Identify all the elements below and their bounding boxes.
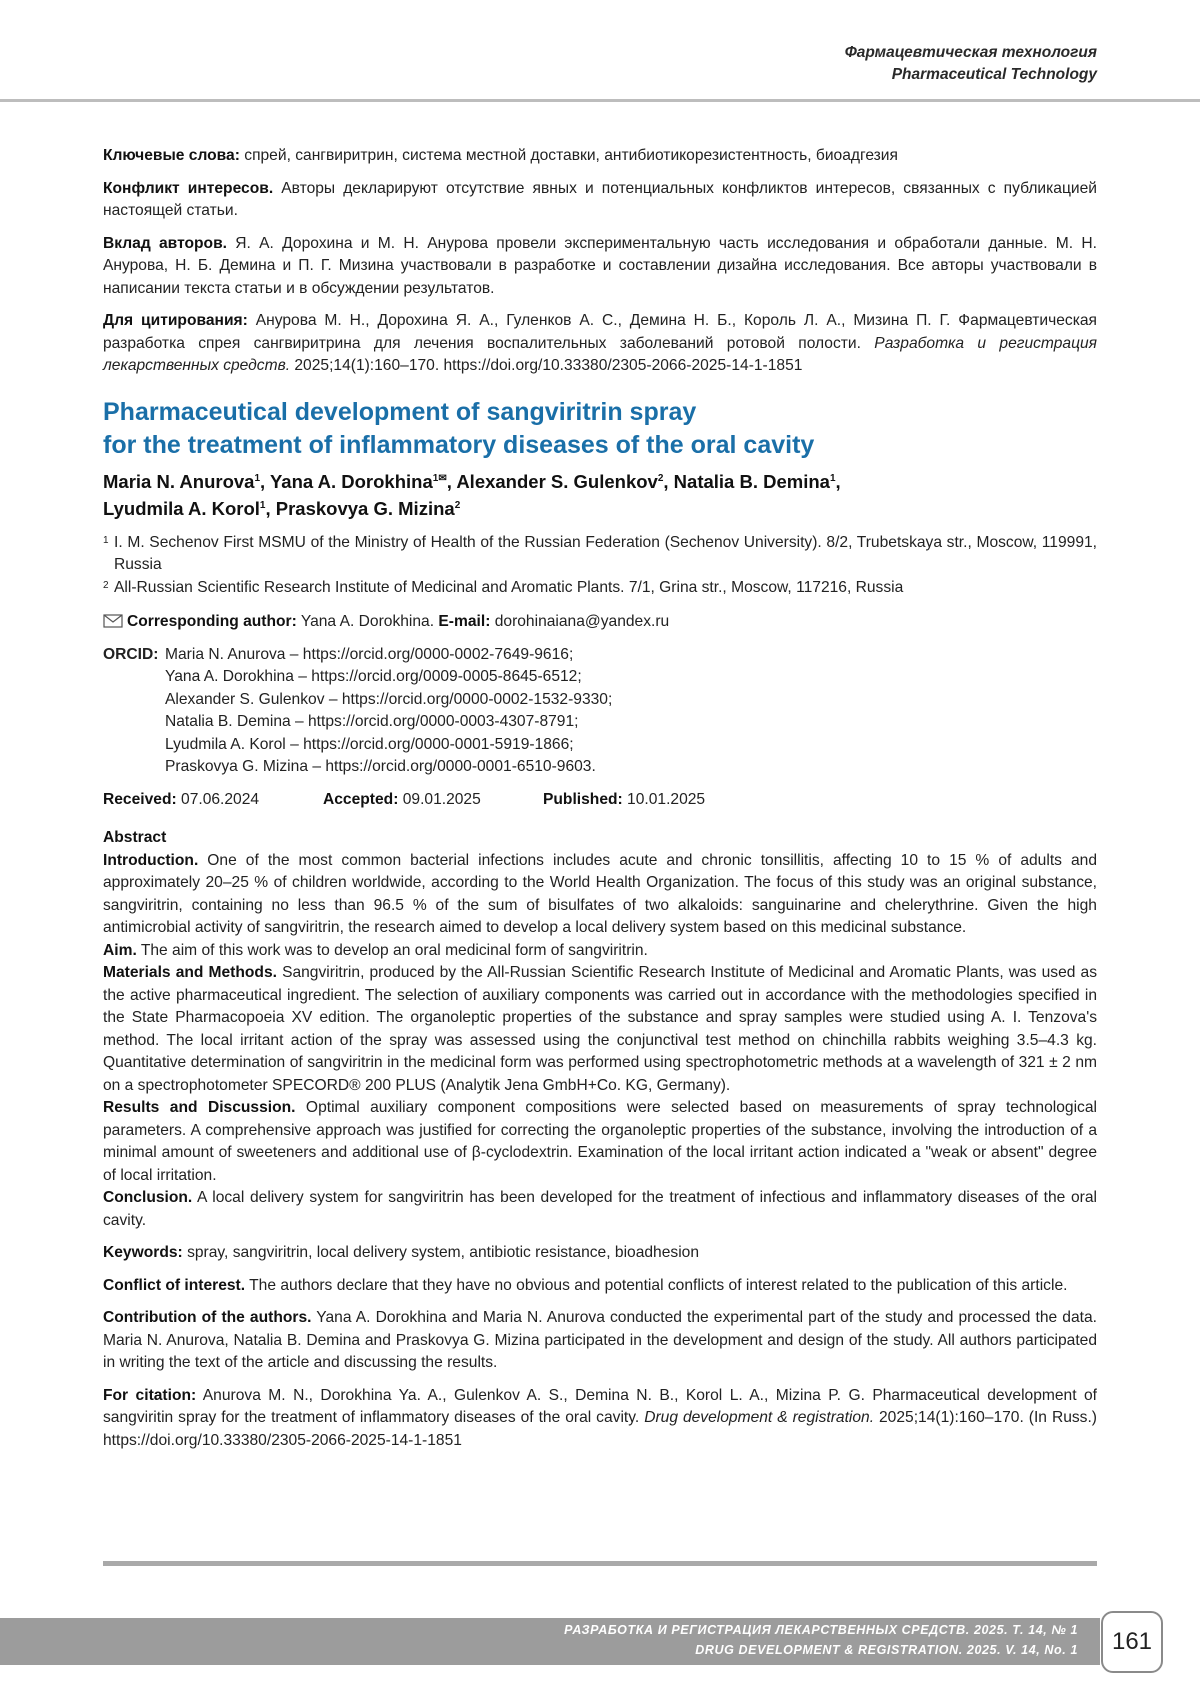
abstract-results: Results and Discussion. Optimal auxiliary component compositions were selected based on measurements of spray technological parameters. A comprehensive approach was justified for correcting the organoleptic properties of the substance, involving the introduction of a minimal amount of sweeteners and additional use of β-cyclodextrin. Examination of the local irritant action indicated a "weak or absent" degree of local irritation.	[103, 1099, 1097, 1184]
ru-citation-journal: Разработка и регистрация лекарственных средств.	[103, 334, 1098, 374]
ru-conflict	[103, 178, 1097, 223]
author: Lyudmila A. Korol$^1$,	[103, 497, 276, 519]
ru-conflict-text: Авторы декларируют отсутствие явных и потенциальных конфликтов интересов, связанных с публикацией настоящей статьи.	[103, 179, 1097, 219]
orcid-block	[103, 644, 1097, 779]
affiliation-number: 1	[103, 534, 109, 546]
orcid-entry[interactable]: Alexander S. Gulenkov – https://orcid.org/0000-0002-1532-9330;	[165, 690, 613, 708]
ru-contribution-text: Я. А. Дорохина и М. Н. Анурова провели экспериментальную часть исследования и обработали данные. М. Н. Анурова, Н. Б. Демина и П. Г. Мизина участвовали в разработке и составлении дизайна исследования. Все авторы участвовали в написании текста статьи и в обсуждении результатов.	[103, 234, 1097, 297]
email-label: E-mail:	[434, 613, 491, 630]
orcid-entry[interactable]: Yana A. Dorokhina – https://orcid.org/0009-0005-8645-6512;	[165, 668, 582, 685]
page-content	[103, 145, 1097, 1462]
ru-citation	[103, 310, 1097, 378]
author: Maria N. Anurova$^1$,	[103, 470, 270, 492]
abstract-conclusion: Conclusion. A local delivery system for sangviritrin has been developed for the treatment of infectious and inflammatory diseases of the oral cavity.	[103, 1189, 1097, 1229]
en-citation: For citation: Anurova M. N., Dorokhina Ya. A., Gulenkov A. S., Demina N. B., Korol L. A., Mizina P. G. Pharmaceutical development of sangviritin spray for the treatment of inflammatory diseases of the oral cavity. Drug development & registration. 2025;14(1):160–170. (In Russ.) https://doi.org/10.33380/2305-2066-2025-14-1-1851	[103, 1386, 1097, 1449]
orcid-entry[interactable]: Natalia B. Demina – https://orcid.org/0000-0003-4307-8791;	[165, 713, 579, 730]
footer-divider	[103, 1561, 1097, 1566]
affiliation-item	[103, 532, 1097, 577]
ru-conflict-label: Конфликт интересов.	[103, 179, 274, 197]
header-section-en: Pharmaceutical Technology	[891, 66, 1097, 83]
en-contribution: Contribution of the authors. Yana A. Dorokhina and Maria N. Anurova conducted the experimental part of the study and processed the data. Maria N. Anurova, Natalia B. Demina and Praskovya G. Mizina participated in the development and design of the study. All authors participated in writing the text of the article and discussing the results.	[103, 1309, 1097, 1371]
abstract-introduction: Introduction. One of the most common bacterial infections includes acute and chronic tonsillitis, affecting 10 to 15 % of adults and approximately 20–25 % of children worldwide, according to the World Health Organization. The focus of this study was an original substance, sangviritrin, containing no less than 96.5 % of the sum of bisulfates of two alkaloids: sanguinarine and chelerythrine. Given the high antimicrobial activity of sangviritrin, the research aimed to develop a local delivery system based on this medicinal substance.	[103, 851, 1097, 936]
article-title-line2: for the treatment of inflammatory diseases of the oral cavity	[103, 430, 815, 459]
ru-keywords-label: Ключевые слова:	[103, 147, 240, 164]
en-keywords: Keywords: spray, sangviritrin, local delivery system, antibiotic resistance, bioadhesion	[103, 1244, 700, 1261]
author: Natalia B. Demina$^1$,	[673, 470, 841, 492]
affiliation-item	[103, 577, 1097, 600]
author: Praskovya G. Mizina$^2$	[275, 497, 461, 519]
orcid-entry[interactable]: Praskovya G. Mizina – https://orcid.org/0000-0001-6510-9603.	[165, 758, 596, 775]
article-title	[103, 396, 1097, 462]
received-date: Received: 07.06.2024	[103, 790, 260, 808]
orcid-label: ORCID:	[103, 645, 159, 663]
en-conflict: Conflict of interest. The authors declare that they have no obvious and potential conflicts of interest related to the publication of this article.	[103, 1276, 1068, 1294]
author: Alexander S. Gulenkov$^2$,	[456, 470, 674, 492]
publication-dates	[103, 789, 1097, 812]
published-date: Published: 10.01.2025	[543, 790, 706, 808]
ru-keywords	[103, 145, 1097, 168]
corresponding-author	[103, 611, 1097, 634]
envelope-icon	[103, 614, 123, 628]
en-citation-journal: Drug development & registration.	[644, 1409, 875, 1426]
abstract-methods: Materials and Methods. Sangviritrin, produced by the All-Russian Scientific Research Institute of Medicinal and Aromatic Plants, was used as the active pharmaceutical ingredient. The selection of auxiliary components was carried out in accordance with the methodologies specified in the State Pharmacopoeia XV edition. The organoleptic properties of the substance and spray samples were studied using A. I. Tenzova's method. The local irritant action of the spray was assessed using the conjunctival test method on chinchilla rabbits weighing 3.5–4.3 kg. Quantitative determination of sangviritrin in the medicinal form was performed using spectrophotometric methods at a wavelength of 321 ± 2 nm on a spectrophotometer SPECORD® 200 PLUS (Analytik Jena GmbH+Co. KG, Germany).	[103, 964, 1097, 1094]
ru-contribution-label: Вклад авторов.	[103, 234, 227, 252]
footer-journal-ru: РАЗРАБОТКА И РЕГИСТРАЦИЯ ЛЕКАРСТВЕННЫХ СРЕДСТВ. 2025. Т. 14, № 1	[564, 1623, 1078, 1637]
orcid-entry[interactable]: Maria N. Anurova – https://orcid.org/0000-0002-7649-9616;	[165, 645, 574, 663]
author-list	[103, 468, 1097, 522]
affiliations	[103, 532, 1097, 600]
orcid-entry[interactable]: Lyudmila A. Korol – https://orcid.org/0000-0001-5919-1866;	[165, 735, 574, 753]
footer-journal-en: DRUG DEVELOPMENT & REGISTRATION. 2025. V. 14, No. 1	[695, 1643, 1078, 1657]
page-number: 161	[1101, 1611, 1163, 1673]
affiliation-text: I. M. Sechenov First MSMU of the Ministry of Health of the Russian Federation (Sechenov University). 8/2, Trubetskaya str., Moscow, 119991, Russia	[114, 533, 1097, 573]
ru-keywords-text: спрей, сангвиритрин, система местной доставки, антибиотикорезистентность, биоадгезия	[239, 147, 898, 164]
affiliation-number: 2	[103, 579, 109, 591]
abstract-aim: Aim. The aim of this work was to develop an oral medicinal form of sangviritrin.	[103, 941, 648, 959]
footer-journal	[564, 1620, 1078, 1660]
ru-citation-label: Для цитирования:	[103, 312, 248, 329]
ru-contribution	[103, 233, 1097, 301]
abstract-heading: Abstract	[103, 829, 167, 846]
author: Yana A. Dorokhina$^{1✉}$,	[269, 470, 457, 492]
corresponding-name: Yana A. Dorokhina.	[296, 613, 435, 630]
abstract	[103, 827, 1097, 1232]
header-section-ru: Фармацевтическая технология	[844, 44, 1097, 61]
header-divider	[0, 99, 1200, 102]
ru-citation-doi: 2025;14(1):160–170. https://doi.org/10.33380/2305-2066-2025-14-1-1851	[290, 357, 803, 374]
affiliation-text: All-Russian Scientific Research Institute of Medicinal and Aromatic Plants. 7/1, Grina str., Moscow, 117216, Russia	[114, 578, 904, 596]
article-title-line1: Pharmaceutical development of sangviritrin spray	[103, 397, 697, 426]
email-address[interactable]: dorohinaiana@yandex.ru	[490, 613, 670, 630]
corresponding-label: Corresponding author:	[127, 613, 297, 630]
running-header	[845, 42, 1097, 86]
accepted-date: Accepted: 09.01.2025	[323, 790, 481, 808]
orcid-list	[165, 644, 1097, 779]
ru-citation-text: Анурова М. Н., Дорохина Я. А., Гуленков А. С., Демина Н. Б., Король Л. А., Мизина П. Г. Фармацевтическая разработка спрея сангвиритрина для лечения воспалительных заболеваний ротовой полости.	[103, 312, 1097, 352]
